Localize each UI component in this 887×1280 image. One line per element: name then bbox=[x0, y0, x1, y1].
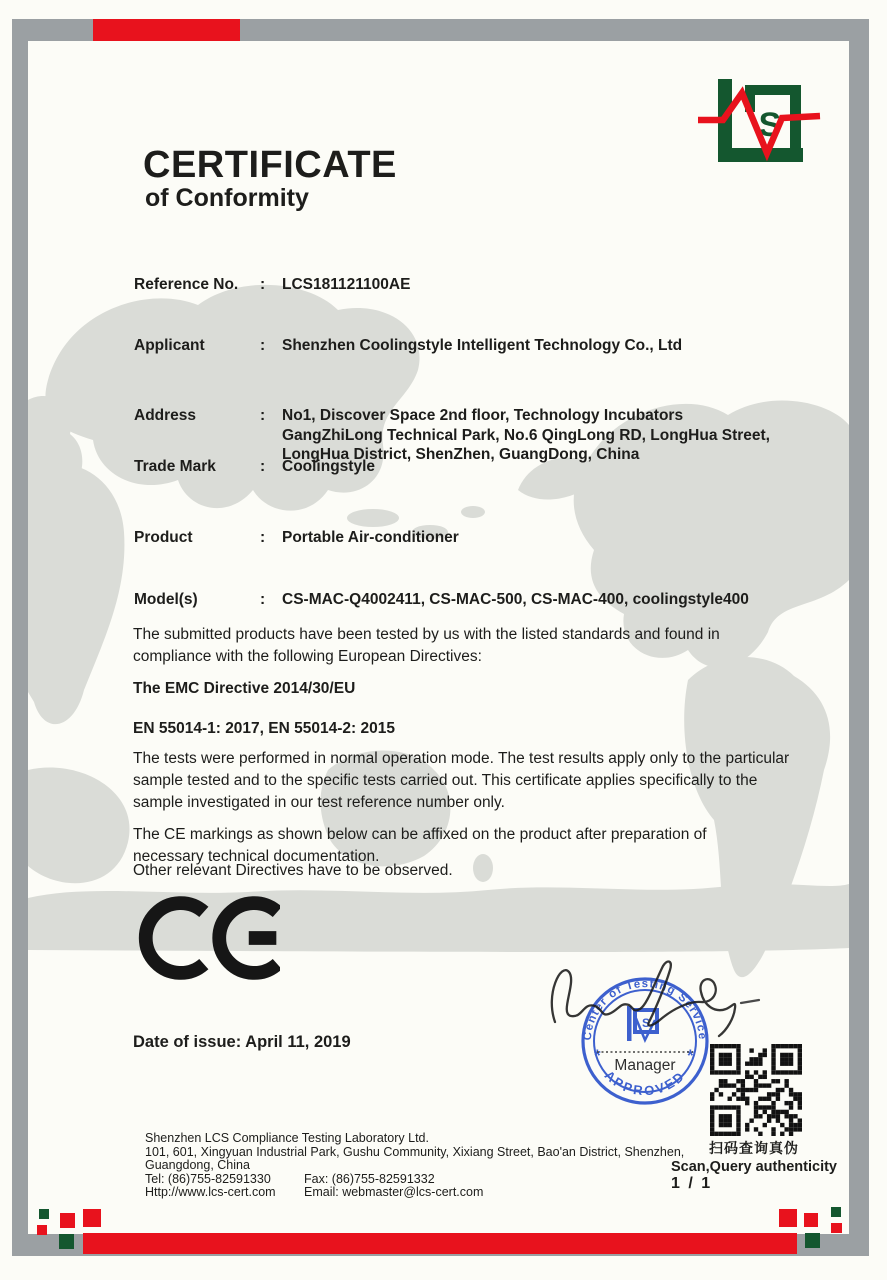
directive-line: The EMC Directive 2014/30/EU bbox=[133, 680, 356, 697]
qr-caption-english: Scan,Query authenticity bbox=[671, 1159, 837, 1175]
date-of-issue: Date of issue: April 11, 2019 bbox=[133, 1033, 351, 1051]
field-colon: : bbox=[260, 458, 266, 475]
field-colon: : bbox=[260, 591, 266, 608]
field-label: Applicant bbox=[134, 337, 205, 354]
field-colon: : bbox=[260, 276, 266, 293]
qr-code bbox=[710, 1044, 802, 1136]
field-row-reference bbox=[134, 275, 782, 295]
stamp-star-right: * bbox=[687, 1046, 694, 1065]
page-subtitle: of Conformity bbox=[145, 184, 309, 212]
field-row-product bbox=[134, 528, 782, 548]
field-colon: : bbox=[260, 529, 266, 546]
footer-company: Shenzhen LCS Compliance Testing Laboratory Ltd. bbox=[145, 1131, 429, 1145]
tests-paragraph: The tests were performed in normal operation mode. The test results apply only to the particular sample tested and to the specific tests carried out. This certificate applies specifically to the sample investigated in our test reference number only. bbox=[133, 750, 790, 811]
ornament-square bbox=[831, 1207, 841, 1217]
qr-caption bbox=[668, 1138, 840, 1175]
footer-address1: 101, 601, Xingyuan Industrial Park, Gushu Community, Xixiang Street, Bao'an District, Shenzhen, bbox=[145, 1144, 685, 1159]
field-label: Product bbox=[134, 529, 193, 546]
field-value: CS-MAC-Q4002411, CS-MAC-500, CS-MAC-400, coolingstyle400 bbox=[282, 591, 749, 608]
field-value: Portable Air-conditioner bbox=[282, 529, 459, 546]
field-row-models bbox=[134, 590, 782, 610]
footer-web: Http://www.lcs-cert.com bbox=[145, 1185, 276, 1200]
field-label: Trade Mark bbox=[134, 458, 216, 475]
field-label: Address bbox=[134, 407, 197, 424]
stamp-arc-top-text: Center of Testing Service bbox=[581, 978, 709, 1041]
ornament-square bbox=[831, 1223, 842, 1233]
footer-fax: Fax: (86)755-82591332 bbox=[304, 1171, 435, 1186]
field-value: Coolingstyle bbox=[282, 458, 376, 475]
ornament-square bbox=[37, 1225, 47, 1235]
ce-mark bbox=[133, 886, 280, 990]
footer-tel-fax bbox=[145, 1173, 684, 1187]
ornament-square bbox=[59, 1234, 74, 1249]
footer-web-email bbox=[145, 1186, 684, 1200]
frame-left bbox=[12, 19, 28, 1256]
footer-email: Email: webmaster@lcs-cert.com bbox=[304, 1185, 484, 1200]
field-label: Model(s) bbox=[134, 591, 198, 608]
stamp-star-left: * bbox=[594, 1046, 601, 1065]
ornament-square bbox=[779, 1209, 797, 1227]
field-row-applicant bbox=[134, 336, 782, 356]
field-colon: : bbox=[260, 337, 266, 354]
intro-paragraph: The submitted products have been tested by us with the listed standards and found in compliance with the following European Directives: bbox=[133, 626, 720, 665]
ce-note-paragraph: The CE markings as shown below can be affixed on the product after preparation of necessary technical documentation. bbox=[133, 826, 707, 865]
other-note-line: Other relevant Directives have to be observed. bbox=[133, 862, 453, 879]
stamp-role-text: Manager bbox=[614, 1057, 676, 1074]
field-row-address bbox=[134, 406, 782, 465]
footer-tel: Tel: (86)755-82591330 bbox=[145, 1171, 271, 1186]
stamp-logo-letter: S bbox=[641, 1016, 651, 1030]
page-title: CERTIFICATE bbox=[143, 144, 397, 186]
logo-letter: S bbox=[758, 106, 782, 144]
footer bbox=[145, 1132, 684, 1200]
field-value: Shenzhen Coolingstyle Intelligent Technology Co., Ltd bbox=[282, 337, 683, 354]
top-red-band bbox=[93, 19, 240, 41]
frame-right bbox=[849, 19, 869, 1256]
manager-signature bbox=[543, 956, 769, 1056]
ornament-square bbox=[805, 1233, 820, 1248]
field-row-trademark bbox=[134, 457, 782, 477]
qr-caption-chinese: 扫码查询真伪 bbox=[709, 1140, 799, 1156]
ornament-square bbox=[804, 1213, 818, 1227]
stamp-arc-bottom-text: APPROVED bbox=[601, 1067, 689, 1099]
footer-address2: Guangdong, China bbox=[145, 1158, 250, 1173]
field-colon: : bbox=[260, 407, 266, 424]
standards-line: EN 55014-1: 2017, EN 55014-2: 2015 bbox=[133, 720, 395, 737]
ornament-square bbox=[83, 1209, 101, 1227]
lcs-logo bbox=[698, 76, 824, 168]
ornament-square bbox=[60, 1213, 75, 1228]
field-value: LCS181121100AE bbox=[282, 276, 411, 293]
bottom-red-band bbox=[83, 1233, 797, 1254]
field-value: No1, Discover Space 2nd floor, Technology Incubators GangZhiLong Technical Park, No.6 QingLong RD, LongHua Street, LongHua District, ShenZhen, GuangDong, China bbox=[282, 407, 770, 463]
page-number: 1 / 1 bbox=[671, 1175, 713, 1192]
ornament-square bbox=[39, 1209, 49, 1219]
field-label: Reference No. bbox=[134, 276, 239, 293]
